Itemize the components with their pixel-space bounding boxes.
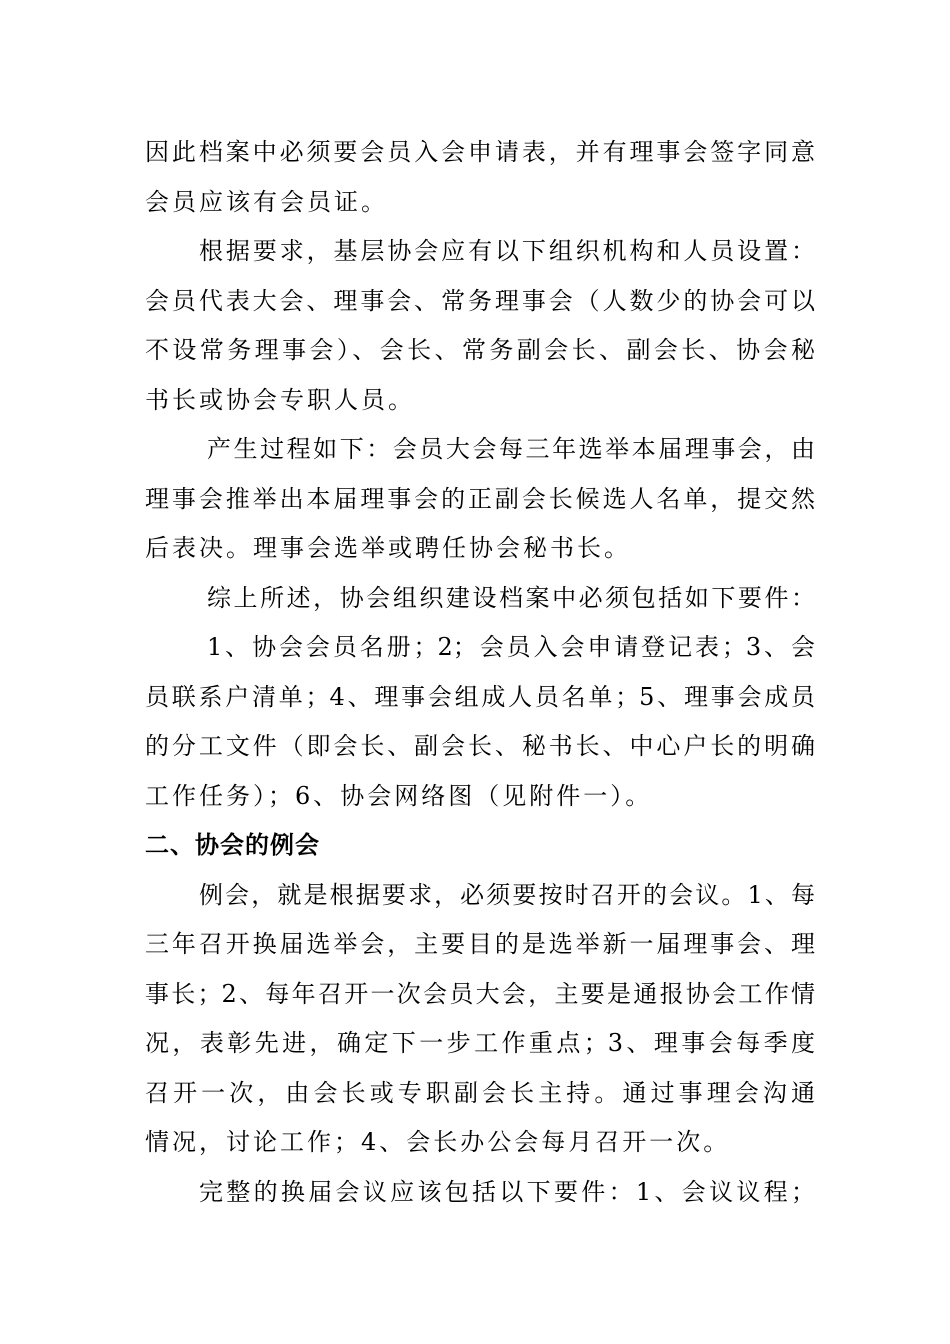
text-line-8: 理事会推举出本届理事会的正副会长候选人名单，提交然 xyxy=(145,484,815,513)
text-line-13: 的分工文件（即会长、副会长、秘书长、中心户长的明确 xyxy=(145,732,815,760)
text-line-10: 综上所述，协会组织建设档案中必须包括如下要件： xyxy=(207,583,815,612)
text-line-18: 事长；2、每年召开一次会员大会，主要是通报协会工作情 xyxy=(145,979,815,1008)
text-line-12: 员联系户清单；4、理事会组成人员名单；5、理事会成员 xyxy=(145,682,815,711)
text-line-17: 三年召开换届选举会，主要目的是选举新一届理事会、理 xyxy=(145,930,815,958)
document-body xyxy=(145,128,815,1217)
text-line-3: 根据要求，基层协会应有以下组织机构和人员设置： xyxy=(199,237,815,265)
section-heading: 二、协会的例会 xyxy=(145,831,320,859)
text-line-4: 会员代表大会、理事会、常务理事会（人数少的协会可以 xyxy=(145,286,815,315)
text-line-2: 会员应该有会员证。 xyxy=(145,187,388,216)
text-line-16: 例会，就是根据要求，必须要按时召开的会议。1、每 xyxy=(199,880,815,909)
text-line-6: 书长或协会专职人员。 xyxy=(145,385,415,414)
text-line-5: 不设常务理事会）、会长、常务副会长、副会长、协会秘 xyxy=(145,336,815,364)
text-line-22: 完整的换届会议应该包括以下要件：1、会议议程； xyxy=(199,1177,815,1206)
text-line-20: 召开一次，由会长或专职副会长主持。通过事理会沟通 xyxy=(145,1078,815,1107)
text-line-1: 因此档案中必须要会员入会申请表，并有理事会签字同意 xyxy=(145,138,815,166)
text-line-9: 后表决。理事会选举或聘任协会秘书长。 xyxy=(145,534,631,562)
text-line-21: 情况，讨论工作；4、会长办公会每月召开一次。 xyxy=(145,1128,731,1156)
text-line-14: 工作任务）；6、协会网络图（见附件一）。 xyxy=(145,781,653,810)
text-line-11: 1、协会会员名册；2；会员入会申请登记表；3、会 xyxy=(207,633,815,661)
text-line-7: 产生过程如下：会员大会每三年选举本届理事会，由 xyxy=(207,435,815,463)
text-line-19: 况，表彰先进，确定下一步工作重点；3、理事会每季度 xyxy=(145,1029,815,1057)
